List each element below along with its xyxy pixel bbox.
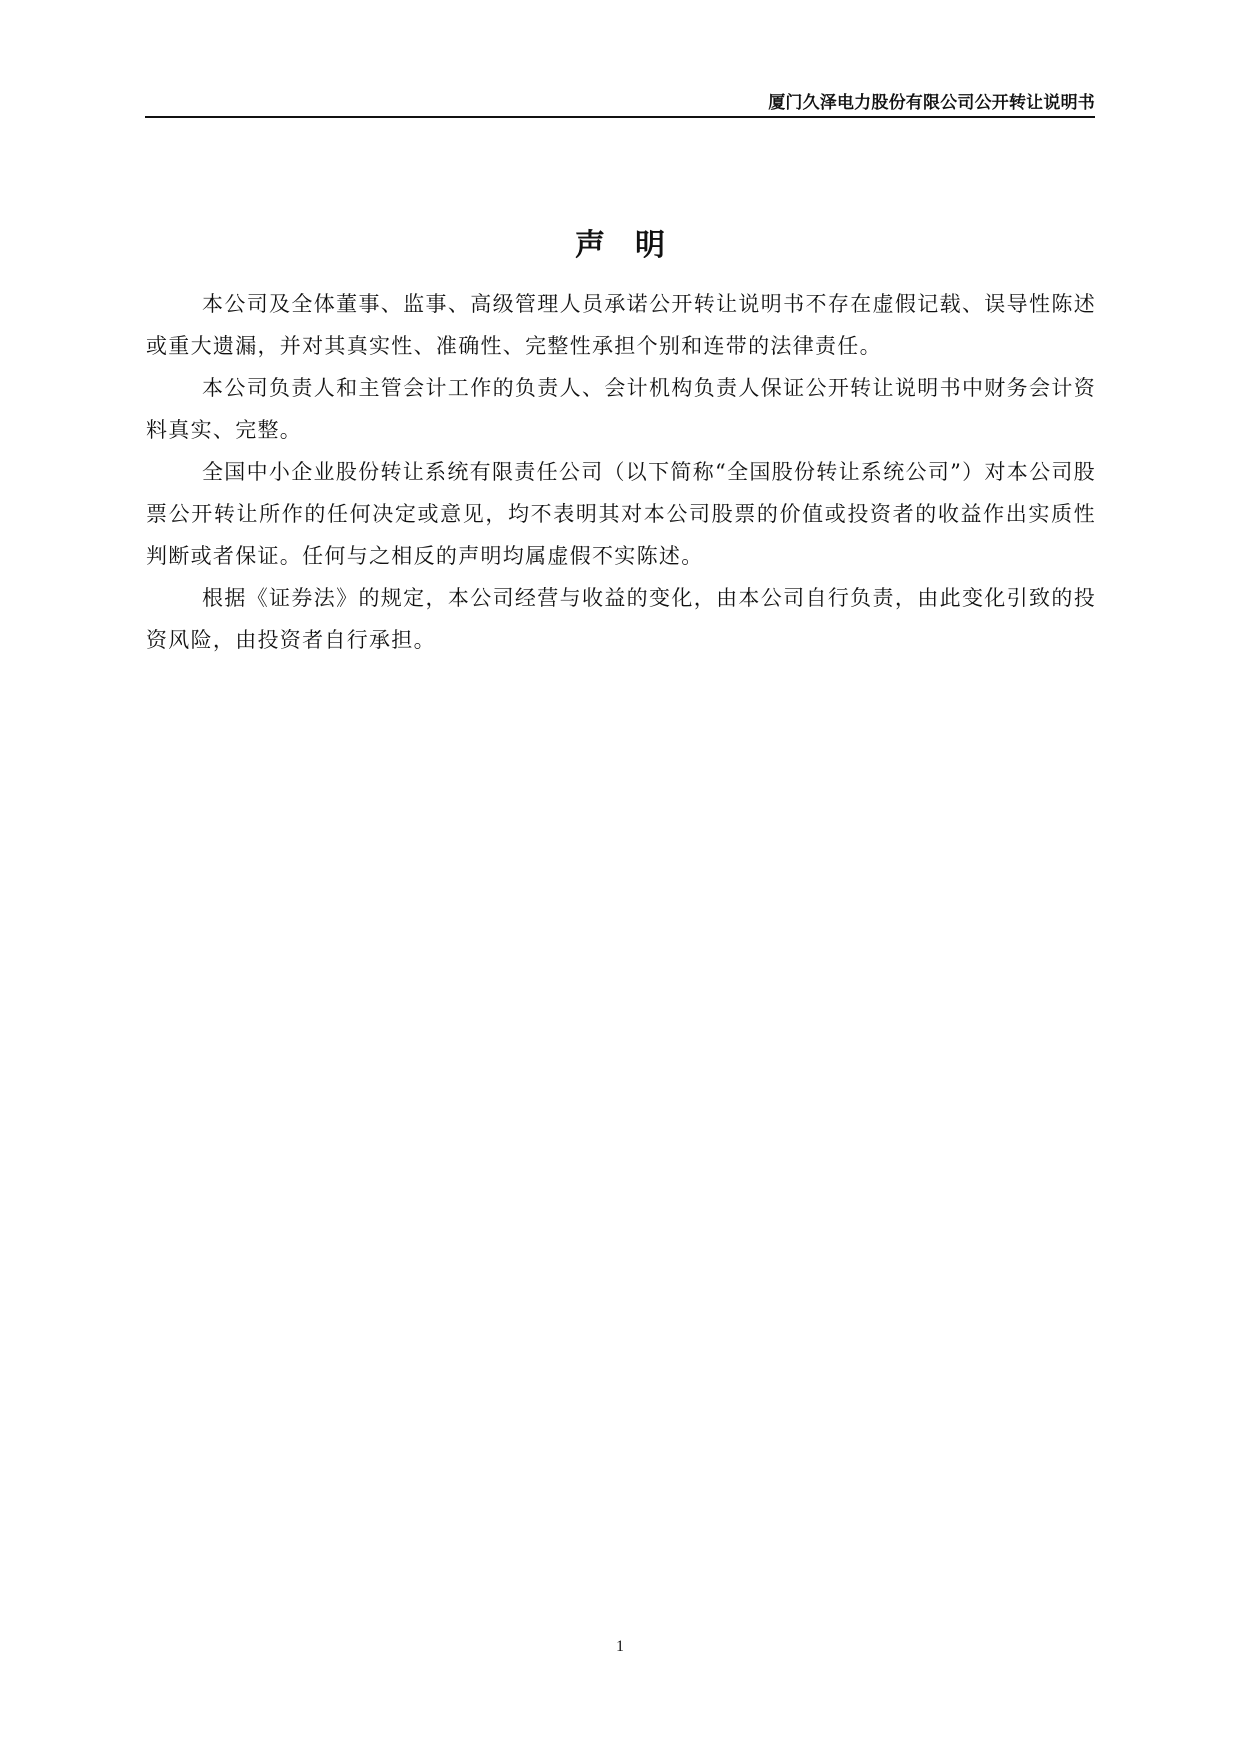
header-title: 厦门久泽电力股份有限公司公开转让说明书 [768, 93, 1095, 113]
paragraph-system-disclaimer: 全国中小企业股份转让系统有限责任公司（以下简称“全国股份转让系统公司”）对本公司股票公开转让所作的任何决定或意见，均不表明其对本公司股票的价值或投资者的收益作出实质性判断或者保证。任何与之相反的声明均属虚假不实陈述。 [146, 460, 1096, 568]
paragraph-commitment: 本公司及全体董事、监事、高级管理人员承诺公开转让说明书不存在虚假记载、误导性陈述或重大遗漏，并对其真实性、准确性、完整性承担个别和连带的法律责任。 [146, 292, 1096, 358]
page-header [145, 86, 1095, 118]
paragraph-investment-risk: 根据《证券法》的规定，本公司经营与收益的变化，由本公司自行负责，由此变化引致的投资风险，由投资者自行承担。 [146, 586, 1096, 652]
document-body [146, 283, 1096, 661]
document-title: 声明 [575, 228, 695, 263]
page-number: 1 [616, 1638, 624, 1655]
paragraph-financial-guarantee: 本公司负责人和主管会计工作的负责人、会计机构负责人保证公开转让说明书中财务会计资料真实、完整。 [146, 376, 1096, 442]
